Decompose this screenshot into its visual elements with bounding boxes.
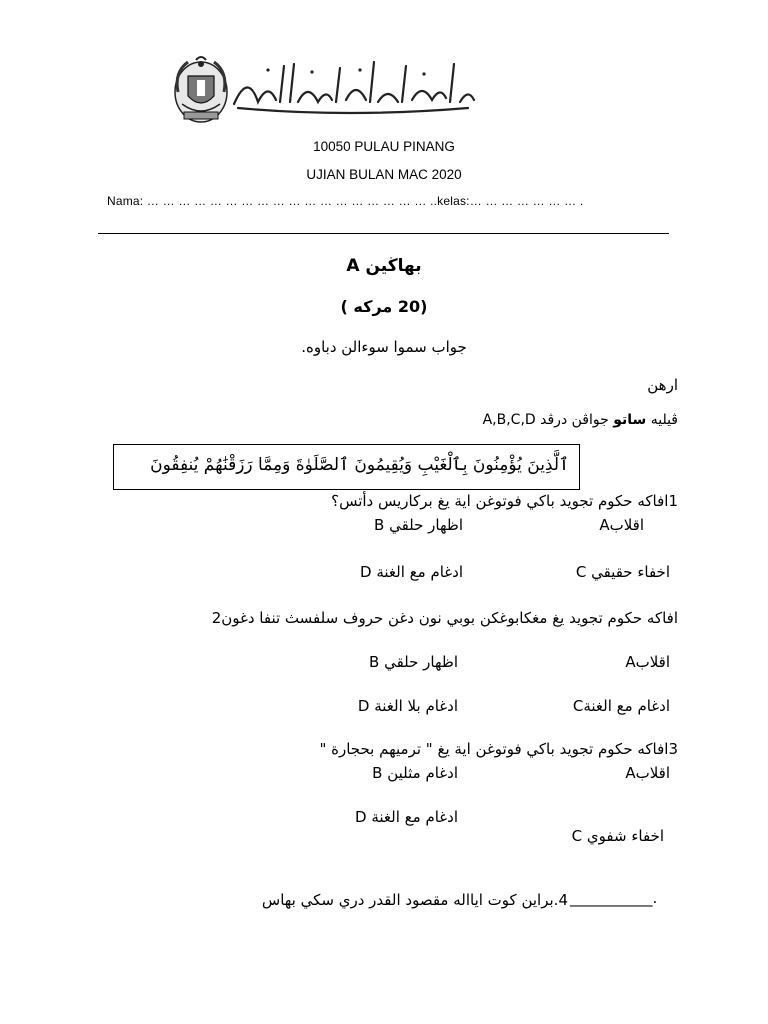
instruction-label: ارهن bbox=[647, 376, 678, 394]
q1-option-d[interactable]: D ادغام مع الغنة bbox=[360, 563, 463, 581]
q2-option-d[interactable]: D ادغام بلا الغنة bbox=[357, 697, 458, 715]
question-3-text: 3افاكه حكوم تجويد باكي فوتوغن اية يغ " ترميهم بحجارة " bbox=[319, 740, 678, 758]
question-2-text: افاكه حكوم تجويد يغ مغكابوغكن بوبي نون دغن حروف سلفسث تنفا دغون2 bbox=[211, 609, 678, 627]
q1-option-b[interactable]: B اظهار حلقي bbox=[374, 516, 463, 534]
q1-option-a[interactable]: Aاقلاب bbox=[599, 516, 644, 534]
q3-option-a[interactable]: Aاقلاب bbox=[625, 764, 670, 782]
choose-prefix: ڤيليه bbox=[646, 412, 678, 428]
section-title: بهاڬين A bbox=[346, 256, 422, 276]
choose-instruction bbox=[483, 412, 678, 428]
q3-option-d[interactable]: D ادغام مع الغنة bbox=[355, 808, 458, 826]
q2-option-a[interactable]: Aاقلاب bbox=[625, 653, 670, 671]
choose-bold: ساتو bbox=[613, 412, 647, 428]
header-divider bbox=[98, 233, 669, 234]
question-1-text: 1افاكه حكوم تجويد باكي فوتوغن اية يغ بركاريس دأتس؟ bbox=[331, 492, 678, 510]
q3-option-c[interactable]: C اخفاء شفوي bbox=[571, 827, 664, 845]
q2-option-c[interactable]: Cادغام مع الغنة bbox=[572, 697, 670, 715]
exam-title: UJIAN BULAN MAC 2020 bbox=[306, 167, 462, 182]
q1-option-c[interactable]: C اخفاء حقيقي bbox=[575, 563, 670, 581]
question-4-text: 4.براين كوت ايااله مقصود القدر دري سكي بهاس bbox=[261, 891, 568, 909]
q4-answer-blank[interactable]: ___________. bbox=[570, 889, 658, 907]
name-class-line[interactable]: Nama: … … … … … … … … … … … … … … … … … … ..kelas:… … … … … … … . bbox=[107, 194, 584, 208]
q3-option-b[interactable]: B ادغام مثلين bbox=[372, 764, 458, 782]
choose-suffix: جواڤن درڤد A,B,C,D bbox=[482, 412, 614, 428]
answer-all-instruction: جواب سموا سوءالن دباوه. bbox=[301, 338, 467, 356]
quran-verse: ٱلَّذِينَ يُؤْمِنُونَ بِٱلْغَيْبِ وَيُقِيمُونَ ٱلصَّلَوٰةَ وَمِمَّا رَزَقْنَٰهُمْ يُنفِقُونَ bbox=[150, 455, 569, 475]
q2-option-b[interactable]: B اظهار حلقي bbox=[369, 653, 458, 671]
school-crest-logo bbox=[170, 52, 232, 128]
school-address: 10050 PULAU PINANG bbox=[313, 139, 455, 154]
school-name-calligraphy bbox=[228, 52, 480, 122]
section-marks: (20 مركه ) bbox=[340, 297, 428, 316]
